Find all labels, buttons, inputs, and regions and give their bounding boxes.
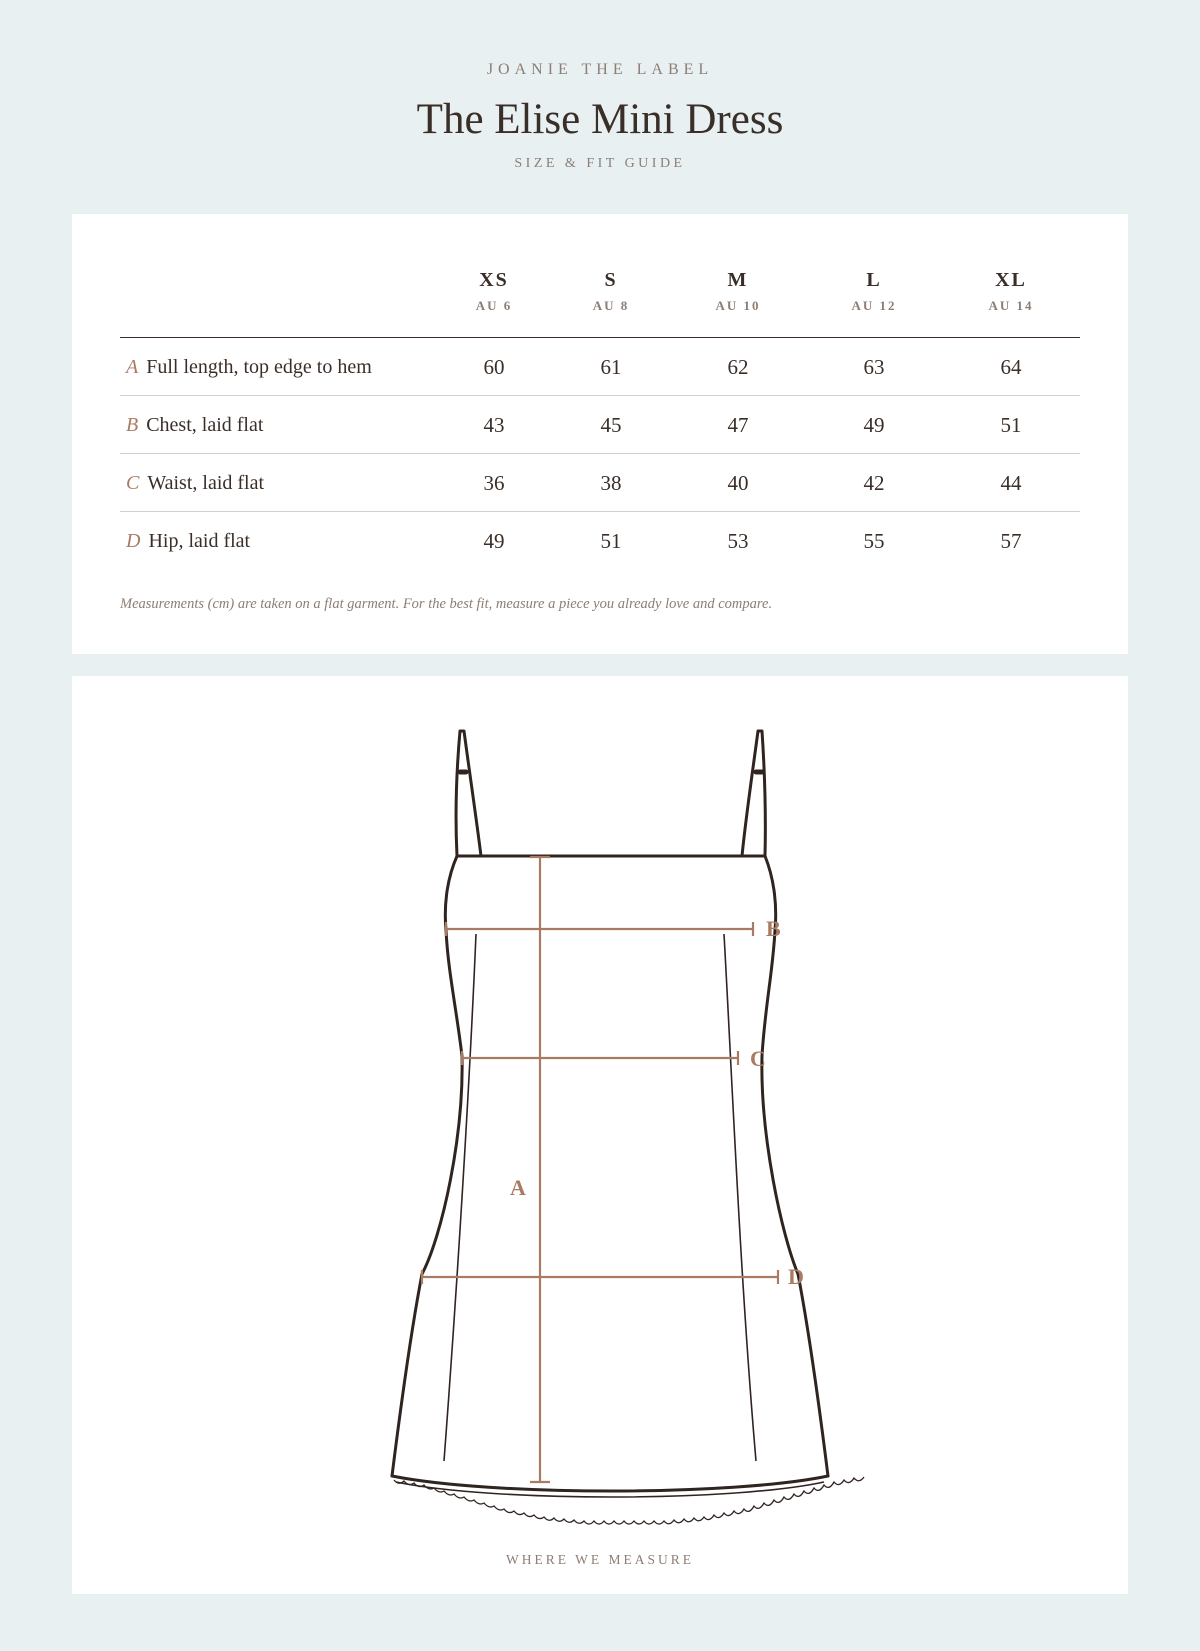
table-cell: 57 xyxy=(1000,529,1022,553)
table-row xyxy=(120,512,1080,570)
row-letter: C xyxy=(126,472,140,494)
size-code: XL xyxy=(995,269,1027,291)
table-row xyxy=(120,338,1080,396)
row-label xyxy=(126,338,372,396)
table-cell: 64 xyxy=(1000,355,1022,379)
measurement-note: Measurements (cm) are taken on a flat garment. For the best fit, measure a piece you already love and compare. xyxy=(120,596,773,612)
dress-diagram xyxy=(72,676,1128,1594)
row-text: Hip, laid flat xyxy=(148,530,251,552)
row-text: Chest, laid flat xyxy=(146,414,264,436)
table-cell: 36 xyxy=(483,471,505,495)
size-au: AU 12 xyxy=(851,298,897,313)
row-letter: A xyxy=(126,356,139,378)
size-column-s xyxy=(551,269,671,314)
table-row xyxy=(120,396,1080,454)
left-inner-seam xyxy=(444,934,476,1461)
size-au: AU 6 xyxy=(475,298,513,313)
table-cell: 62 xyxy=(727,355,749,379)
left-side-seam xyxy=(392,856,462,1476)
row-text: Full length, top edge to hem xyxy=(146,356,372,378)
table-cell: 49 xyxy=(483,529,505,553)
hem xyxy=(392,1476,828,1491)
table-cell: 47 xyxy=(727,413,749,437)
table-cell: 40 xyxy=(727,471,749,495)
size-column-xl xyxy=(951,269,1071,314)
measure-label-a: A xyxy=(510,1175,526,1200)
table-cell: 45 xyxy=(600,413,622,437)
table-cell: 61 xyxy=(600,355,622,379)
row-letter: D xyxy=(126,530,141,552)
size-code: L xyxy=(866,269,882,291)
measure-label-b: B xyxy=(766,916,781,941)
left-strap xyxy=(456,731,481,856)
dress-outline xyxy=(392,731,828,1491)
measure-label-d: D xyxy=(788,1264,804,1289)
table-cell: 53 xyxy=(727,529,749,553)
table-cell: 63 xyxy=(863,355,885,379)
row-label xyxy=(126,396,263,454)
table-cell: 51 xyxy=(1000,413,1022,437)
size-au: AU 8 xyxy=(592,298,630,313)
size-code: M xyxy=(727,269,749,291)
table-cell: 44 xyxy=(1000,471,1022,495)
table-cell: 51 xyxy=(600,529,622,553)
diagram-caption: WHERE WE MEASURE xyxy=(506,1552,694,1567)
measure-label-c: C xyxy=(750,1046,766,1071)
row-text: Waist, laid flat xyxy=(147,472,265,494)
princess-seams xyxy=(396,934,824,1497)
right-strap xyxy=(742,731,765,856)
table-cell: 42 xyxy=(863,471,885,495)
diagram-card xyxy=(72,676,1128,1594)
size-code: S xyxy=(604,269,618,291)
row-label xyxy=(126,454,264,512)
right-inner-seam xyxy=(724,934,756,1461)
size-au: AU 14 xyxy=(988,298,1034,313)
row-label xyxy=(126,512,250,570)
size-column-l xyxy=(814,269,934,314)
table-cell: 55 xyxy=(863,529,885,553)
page-title: The Elise Mini Dress xyxy=(416,96,784,143)
page-subtitle: SIZE & FIT GUIDE xyxy=(514,156,686,171)
size-column-xs xyxy=(434,269,554,314)
row-letter: B xyxy=(126,414,139,436)
table-cell: 38 xyxy=(600,471,622,495)
table-row xyxy=(120,454,1080,512)
right-side-seam xyxy=(762,856,828,1476)
brand-name: JOANIE THE LABEL xyxy=(486,61,714,78)
size-column-m xyxy=(678,269,798,314)
table-cell: 43 xyxy=(483,413,505,437)
size-code: XS xyxy=(479,269,509,291)
table-cell: 60 xyxy=(483,355,505,379)
size-table-card xyxy=(72,214,1128,654)
table-cell: 49 xyxy=(863,413,885,437)
size-au: AU 10 xyxy=(715,298,761,313)
